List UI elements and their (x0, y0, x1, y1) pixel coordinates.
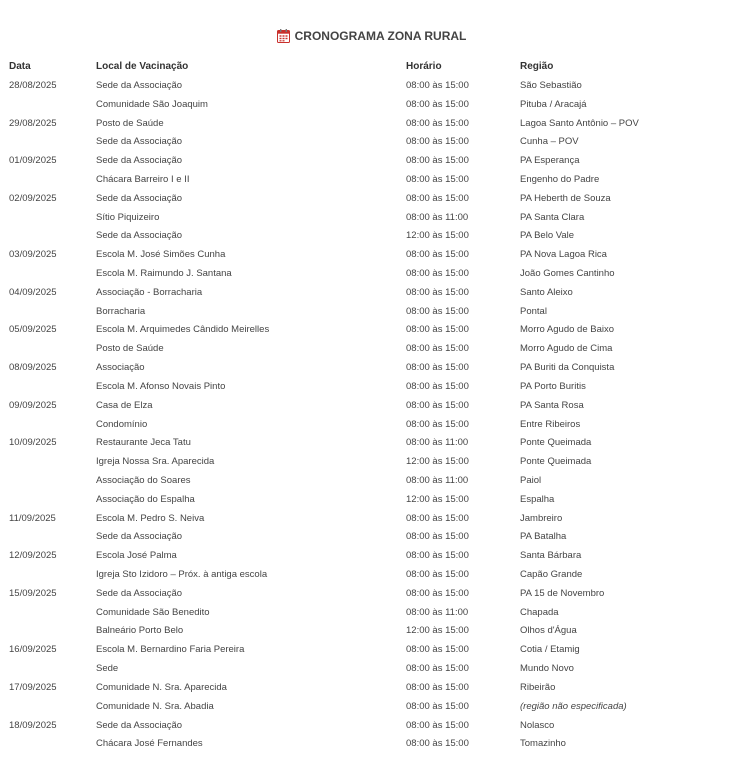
cell-time: 08:00 às 15:00 (406, 719, 469, 731)
cell-local: Escola José Palma (96, 550, 177, 562)
cell-date: 08/09/2025 (9, 362, 57, 374)
cell-date (4, 471, 91, 490)
cell-local: Sede da Associação (96, 719, 183, 731)
cell-time: 08:00 às 15:00 (406, 550, 469, 562)
title-text: CRONOGRAMA ZONA RURAL (294, 29, 467, 43)
cell-date (4, 734, 91, 753)
cell-time: 12:00 às 15:00 (406, 456, 469, 468)
table-row (4, 321, 734, 340)
cell-date: 18/09/2025 (9, 719, 57, 731)
cell-time: 08:00 às 15:00 (406, 399, 469, 411)
cell-local: Borracharia (96, 305, 146, 317)
cell-region: PA Batalha (520, 531, 567, 543)
cell-local: Sede da Associação (96, 587, 183, 599)
table-row (4, 697, 734, 716)
cell-date (4, 659, 91, 678)
cell-region: Lagoa Santo Antônio – POV (520, 117, 639, 129)
cell-time: 08:00 às 15:00 (406, 380, 469, 392)
cell-local: Sede da Associação (96, 155, 183, 167)
cell-time: 08:00 às 15:00 (406, 700, 469, 712)
table-row (4, 339, 734, 358)
cell-region: PA Belo Vale (520, 230, 575, 242)
calendar-icon (277, 29, 290, 43)
table-row (4, 151, 734, 170)
table-row (4, 716, 734, 735)
cell-time: 08:00 às 15:00 (406, 286, 469, 298)
cell-region: Morro Agudo de Baixo (520, 324, 615, 336)
table-row (4, 678, 734, 697)
cell-time: 08:00 às 15:00 (406, 512, 469, 524)
cell-region: Capão Grande (520, 569, 583, 581)
cell-region: Mundo Novo (520, 663, 574, 675)
cell-region: PA Esperança (520, 155, 580, 167)
table-row (4, 734, 734, 753)
cell-region: PA Santa Clara (520, 211, 585, 223)
cell-local: Escola M. Afonso Novais Pinto (96, 380, 226, 392)
cell-time: 08:00 às 15:00 (406, 136, 469, 148)
cell-date: 29/08/2025 (9, 117, 57, 129)
table-row (4, 471, 734, 490)
cell-local: Sede da Associação (96, 230, 183, 242)
table-row (4, 208, 734, 227)
cell-region: Pituba / Aracajá (520, 98, 587, 110)
cell-local: Sede da Associação (96, 136, 183, 148)
cell-local: Escola M. Pedro S. Neiva (96, 512, 205, 524)
schedule-table (4, 56, 734, 753)
cell-date (4, 377, 91, 396)
cell-region: Ponte Queimada (520, 437, 592, 449)
table-header-row (4, 56, 734, 76)
cell-region: Ribeirão (520, 681, 556, 693)
cell-date: 11/09/2025 (9, 512, 56, 524)
cell-local: Associação (96, 362, 145, 374)
cell-date (4, 622, 91, 641)
cell-date (4, 170, 91, 189)
table-row (4, 170, 734, 189)
cell-date: 16/09/2025 (9, 644, 57, 656)
cell-local: Posto de Saúde (96, 117, 164, 129)
cell-date (4, 302, 91, 321)
cell-time: 08:00 às 15:00 (406, 343, 469, 355)
cell-local: Sede da Associação (96, 192, 183, 204)
cell-date (4, 415, 91, 434)
cell-local: Escola M. Raimundo J. Santana (96, 268, 232, 280)
cell-local: Sítio Piquizeiro (96, 211, 160, 223)
table-row (4, 622, 734, 641)
cell-time: 08:00 às 15:00 (406, 418, 469, 430)
cell-local: Comunidade São Joaquim (96, 98, 208, 110)
table-row (4, 95, 734, 114)
cell-time: 08:00 às 15:00 (406, 192, 469, 204)
cell-region: Pontal (520, 305, 547, 317)
cell-time: 08:00 às 15:00 (406, 663, 469, 675)
table-row (4, 584, 734, 603)
cell-region: Jambreiro (520, 512, 563, 524)
header-region: Região (520, 60, 554, 72)
header-local: Local de Vacinação (96, 60, 189, 72)
cell-time: 08:00 às 15:00 (406, 98, 469, 110)
cell-date: 02/09/2025 (9, 192, 57, 204)
cell-date (4, 339, 91, 358)
cell-date (4, 490, 91, 509)
cell-region: Entre Ribeiros (520, 418, 581, 430)
cell-local: Escola M. José Simões Cunha (96, 249, 226, 261)
table-row (4, 396, 734, 415)
cell-time: 08:00 às 15:00 (406, 324, 469, 336)
cell-local: Comunidade N. Sra. Aparecida (96, 681, 227, 693)
cell-region: São Sebastião (520, 79, 582, 91)
cell-date (4, 452, 91, 471)
table-row (4, 415, 734, 434)
table-row (4, 603, 734, 622)
cell-region: Ponte Queimada (520, 456, 592, 468)
cell-time: 08:00 às 15:00 (406, 268, 469, 280)
table-row (4, 433, 734, 452)
cell-region: Santo Aleixo (520, 286, 573, 298)
table-row (4, 283, 734, 302)
cell-local: Igreja Nossa Sra. Aparecida (96, 456, 215, 468)
cell-region: Espalha (520, 493, 555, 505)
cell-region: Nolasco (520, 719, 555, 731)
cell-time: 08:00 às 15:00 (406, 587, 469, 599)
table-row (4, 114, 734, 133)
cell-date (4, 208, 91, 227)
cell-time: 08:00 às 15:00 (406, 644, 469, 656)
cell-region: Chapada (520, 606, 559, 618)
cell-time: 08:00 às 15:00 (406, 117, 469, 129)
table-row (4, 452, 734, 471)
table-row (4, 659, 734, 678)
cell-time: 12:00 às 15:00 (406, 230, 469, 242)
cell-date (4, 132, 91, 151)
cell-local: Escola M. Arquimedes Cândido Meirelles (96, 324, 270, 336)
table-row (4, 528, 734, 547)
cell-local: Associação - Borracharia (96, 286, 203, 298)
cell-local: Comunidade N. Sra. Abadia (96, 700, 214, 712)
cell-date: 01/09/2025 (9, 155, 57, 167)
cell-time: 08:00 às 15:00 (406, 738, 469, 750)
cell-date (4, 603, 91, 622)
cell-region: PA Heberth de Souza (520, 192, 611, 204)
table-row (4, 565, 734, 584)
cell-time: 08:00 às 15:00 (406, 531, 469, 543)
table-row (4, 509, 734, 528)
cell-time: 08:00 às 15:00 (406, 249, 469, 261)
cell-local: Associação do Espalha (96, 493, 195, 505)
cell-local: Sede da Associação (96, 79, 183, 91)
cell-time: 08:00 às 11:00 (406, 211, 469, 223)
header-time: Horário (406, 60, 442, 72)
cell-region: Engenho do Padre (520, 173, 600, 185)
cell-date: 28/08/2025 (9, 79, 57, 91)
cell-local: Sede (96, 663, 119, 675)
cell-time: 08:00 às 11:00 (406, 437, 469, 449)
table-row (4, 245, 734, 264)
table-row (4, 640, 734, 659)
table-row (4, 76, 734, 95)
table-row (4, 189, 734, 208)
cell-region: Olhos d'Água (520, 625, 577, 637)
cell-local: Condomínio (96, 418, 148, 430)
cell-date (4, 227, 91, 246)
cell-time: 08:00 às 15:00 (406, 681, 469, 693)
cell-date: 12/09/2025 (9, 550, 57, 562)
cell-date: 17/09/2025 (9, 681, 57, 693)
cell-local: Comunidade São Benedito (96, 606, 210, 618)
cell-local: Restaurante Jeca Tatu (96, 437, 191, 449)
cell-date: 04/09/2025 (9, 286, 57, 298)
table-row (4, 358, 734, 377)
cell-region: Paiol (520, 474, 542, 486)
cell-region: PA Nova Lagoa Rica (520, 249, 607, 261)
cell-region: PA Santa Rosa (520, 399, 584, 411)
header-date: Data (9, 60, 31, 72)
table-row (4, 490, 734, 509)
table-row (4, 132, 734, 151)
cell-local: Escola M. Bernardino Faria Pereira (96, 644, 245, 656)
cell-time: 08:00 às 15:00 (406, 173, 469, 185)
cell-local: Chácara José Fernandes (96, 738, 203, 750)
table-row (4, 227, 734, 246)
cell-region: Morro Agudo de Cima (520, 343, 613, 355)
cell-time: 08:00 às 15:00 (406, 155, 469, 167)
cell-region: Tomazinho (520, 738, 566, 750)
cell-date (4, 528, 91, 547)
cell-time: 08:00 às 15:00 (406, 362, 469, 374)
cell-region: PA 15 de Novembro (520, 587, 605, 599)
cell-date: 15/09/2025 (9, 587, 57, 599)
cell-time: 08:00 às 11:00 (406, 606, 469, 618)
cell-local: Sede da Associação (96, 531, 183, 543)
cell-date: 09/09/2025 (9, 399, 57, 411)
cell-local: Chácara Barreiro I e II (96, 173, 190, 185)
table-row (4, 264, 734, 283)
cell-date (4, 697, 91, 716)
page-title (0, 28, 743, 44)
cell-date (4, 264, 91, 283)
cell-time: 12:00 às 15:00 (406, 493, 469, 505)
table-row (4, 302, 734, 321)
cell-local: Igreja Sto Izidoro – Próx. à antiga escola (96, 569, 268, 581)
cell-region: Santa Bárbara (520, 550, 582, 562)
cell-date: 10/09/2025 (9, 437, 57, 449)
table-row (4, 546, 734, 565)
cell-date: 05/09/2025 (9, 324, 57, 336)
cell-region: João Gomes Cantinho (520, 268, 615, 280)
cell-date: 03/09/2025 (9, 249, 57, 261)
cell-time: 08:00 às 15:00 (406, 305, 469, 317)
table-row (4, 377, 734, 396)
cell-region: PA Porto Buritis (520, 380, 586, 392)
cell-time: 08:00 às 15:00 (406, 79, 469, 91)
cell-local: Posto de Saúde (96, 343, 164, 355)
cell-local: Casa de Elza (96, 399, 153, 411)
cell-region: Cunha – POV (520, 136, 579, 148)
cell-time: 12:00 às 15:00 (406, 625, 469, 637)
cell-local: Balneário Porto Belo (96, 625, 184, 637)
cell-date (4, 565, 91, 584)
cell-region: PA Buriti da Conquista (520, 362, 615, 374)
cell-date (4, 95, 91, 114)
cell-region: Cotia / Etamig (520, 644, 580, 656)
cell-local: Associação do Soares (96, 474, 191, 486)
cell-region: (região não especificada) (520, 700, 627, 712)
cell-time: 08:00 às 11:00 (406, 474, 469, 486)
cell-time: 08:00 às 15:00 (406, 569, 469, 581)
